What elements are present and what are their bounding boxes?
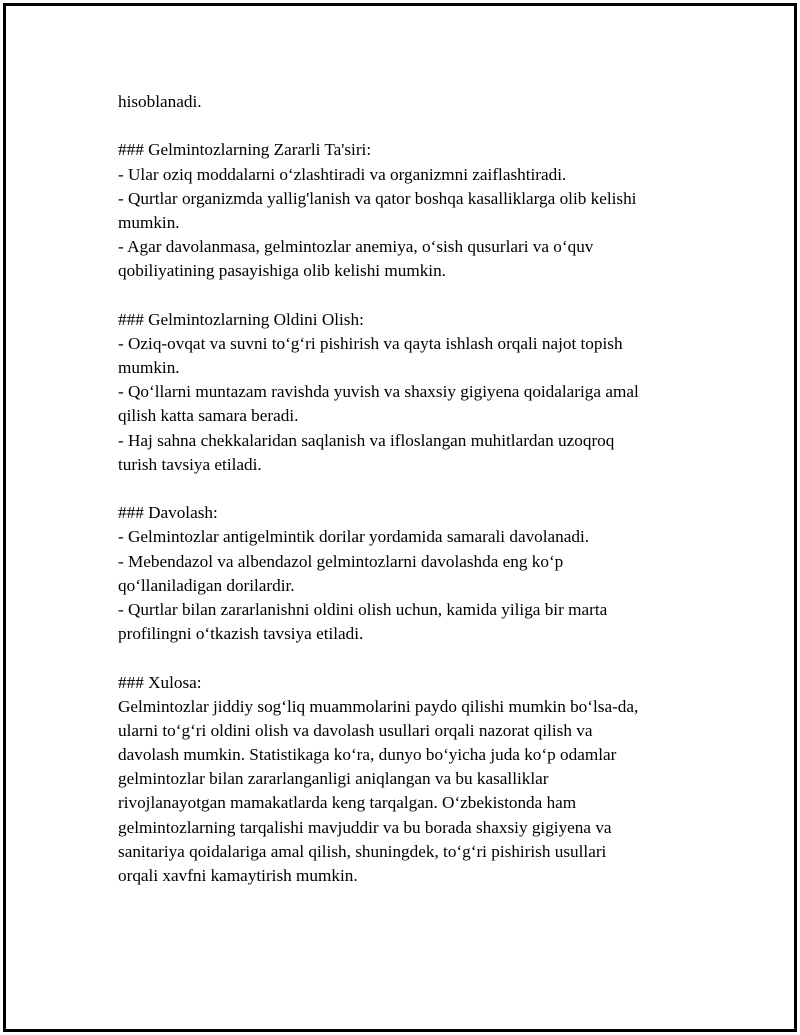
document-body xyxy=(118,90,698,888)
section-heading: ### Davolash: xyxy=(118,503,218,523)
section-line: gelmintozlarning tarqalishi mavjuddir va bu borada shaxsiy gigiyena va xyxy=(118,817,612,837)
paragraph-gap xyxy=(118,284,698,308)
paragraph-gap xyxy=(118,477,698,501)
section-line: Gelmintozlar jiddiy sog‘liq muammolarini paydo qilishi mumkin bo‘lsa-da, xyxy=(118,696,639,716)
paragraph-gap xyxy=(118,114,698,138)
section-line: - Gelmintozlar antigelmintik dorilar yordamida samarali davolanadi. xyxy=(118,527,590,547)
section-line: davolash mumkin. Statistikaga ko‘ra, dunyo bo‘yicha juda ko‘p odamlar xyxy=(118,745,617,765)
section-line: gelmintozlar bilan zararlanganligi aniqlangan va bu kasalliklar xyxy=(118,769,549,789)
section-line: - Mebendazol va albendazol gelmintozlarni davolashda eng ko‘p xyxy=(118,551,564,571)
section-line: - Qurtlar organizmda yallig'lanish va qator boshqa kasalliklarga olib kelishi xyxy=(118,188,637,208)
section-line: qo‘llaniladigan dorilardir. xyxy=(118,575,295,595)
section-line: sanitariya qoidalariga amal qilish, shuningdek, to‘g‘ri pishirish usullari xyxy=(118,841,607,861)
section-line: turish tavsiya etiladi. xyxy=(118,454,262,474)
section-treatment xyxy=(118,501,698,646)
paragraph-gap xyxy=(118,646,698,670)
section-line: profilingni o‘tkazish tavsiya etiladi. xyxy=(118,624,364,644)
section-line: mumkin. xyxy=(118,358,180,378)
section-prevention xyxy=(118,308,698,477)
section-line: - Agar davolanmasa, gelmintozlar anemiya, o‘sish qusurlari va o‘quv xyxy=(118,237,594,257)
section-line: rivojlanayotgan mamakatlarda keng tarqalgan. O‘zbekistonda ham xyxy=(118,793,577,813)
section-harmful-effects xyxy=(118,138,698,283)
intro-tail-text: hisoblanadi. xyxy=(118,92,202,111)
section-line: - Haj sahna chekkalaridan saqlanish va ifloslangan muhitlardan uzoqroq xyxy=(118,430,615,450)
section-line: - Oziq-ovqat va suvni to‘g‘ri pishirish va qayta ishlash orqali najot topish xyxy=(118,333,623,353)
section-line: - Qo‘llarni muntazam ravishda yuvish va shaxsiy gigiyena qoidalariga amal xyxy=(118,382,639,402)
section-line: orqali xavfni kamaytirish mumkin. xyxy=(118,866,358,885)
section-heading: ### Gelmintozlarning Zararli Ta'siri: xyxy=(118,140,372,160)
section-heading: ### Gelmintozlarning Oldini Olish: xyxy=(118,309,364,329)
section-line: ularni to‘g‘ri oldini olish va davolash usullari orqali nazorat qilish va xyxy=(118,720,593,740)
section-heading: ### Xulosa: xyxy=(118,672,202,692)
section-line: qilish katta samara beradi. xyxy=(118,406,299,426)
section-line: mumkin. xyxy=(118,212,180,232)
section-line: - Qurtlar bilan zararlanishni oldini olish uchun, kamida yiliga bir marta xyxy=(118,599,608,619)
section-conclusion xyxy=(118,671,698,889)
section-line: qobiliyatining pasayishiga olib kelishi mumkin. xyxy=(118,261,446,281)
section-line: - Ular oziq moddalarni o‘zlashtiradi va organizmni zaiflashtiradi. xyxy=(118,164,567,184)
